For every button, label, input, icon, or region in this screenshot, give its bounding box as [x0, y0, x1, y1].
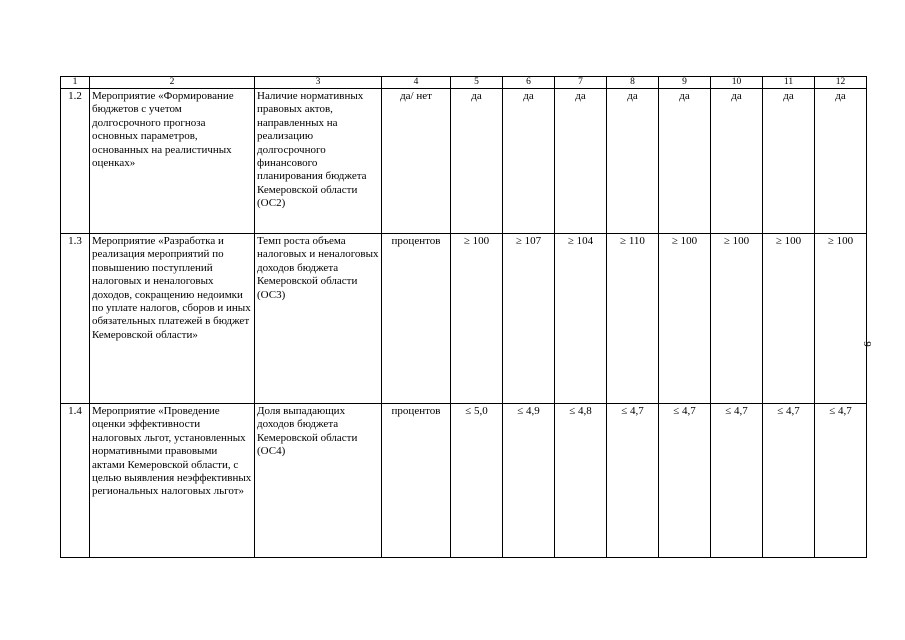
row-number: 1.2	[61, 89, 90, 234]
value-cell: ≤ 4,7	[607, 404, 659, 558]
unit-cell: процентов	[382, 404, 451, 558]
indicator-cell: Наличие нормативных правовых актов, направленных на реализацию долгосрочного финансового планирования бюджета Кемеровской области (ОС2)	[255, 89, 382, 234]
table-row	[61, 234, 867, 404]
indicator-cell: Темп роста объема налоговых и неналоговых доходов бюджета Кемеровской области (ОС3)	[255, 234, 382, 404]
value-cell: ≤ 4,7	[763, 404, 815, 558]
value-cell: ≤ 4,7	[711, 404, 763, 558]
value-cell: да	[451, 89, 503, 234]
unit-cell: да/ нет	[382, 89, 451, 234]
col-header-12: 12	[815, 77, 867, 89]
row-number: 1.3	[61, 234, 90, 404]
value-cell: ≥ 100	[659, 234, 711, 404]
col-header-8: 8	[607, 77, 659, 89]
page-number: 9	[860, 341, 873, 347]
col-header-2: 2	[90, 77, 255, 89]
value-cell: да	[503, 89, 555, 234]
column-number-row	[61, 77, 867, 89]
unit-cell: процентов	[382, 234, 451, 404]
measure-cell: Мероприятие «Формирование бюджетов с учетом долгосрочного прогноза основных параметров, основанных на реалистичных оценках»	[90, 89, 255, 234]
col-header-11: 11	[763, 77, 815, 89]
value-cell: ≥ 110	[607, 234, 659, 404]
col-header-7: 7	[555, 77, 607, 89]
col-header-9: 9	[659, 77, 711, 89]
value-cell: ≤ 4,7	[815, 404, 867, 558]
value-cell: да	[659, 89, 711, 234]
value-cell: ≤ 4,8	[555, 404, 607, 558]
value-cell: да	[815, 89, 867, 234]
indicator-cell: Доля выпадающих доходов бюджета Кемеровской области (ОС4)	[255, 404, 382, 558]
col-header-6: 6	[503, 77, 555, 89]
col-header-10: 10	[711, 77, 763, 89]
value-cell: ≥ 100	[815, 234, 867, 404]
value-cell: ≥ 100	[711, 234, 763, 404]
value-cell: ≤ 4,7	[659, 404, 711, 558]
col-header-1: 1	[61, 77, 90, 89]
value-cell: да	[607, 89, 659, 234]
value-cell: ≥ 100	[451, 234, 503, 404]
value-cell: ≥ 104	[555, 234, 607, 404]
row-number: 1.4	[61, 404, 90, 558]
indicators-table	[60, 76, 867, 558]
value-cell: ≤ 5,0	[451, 404, 503, 558]
value-cell: да	[555, 89, 607, 234]
value-cell: да	[711, 89, 763, 234]
col-header-5: 5	[451, 77, 503, 89]
value-cell: ≤ 4,9	[503, 404, 555, 558]
value-cell: ≥ 107	[503, 234, 555, 404]
table-row	[61, 89, 867, 234]
measure-cell: Мероприятие «Проведение оценки эффективности налоговых льгот, установленных нормативными правовыми актами Кемеровской области, с целью выявления неэффективных региональных налоговых льгот»	[90, 404, 255, 558]
measure-cell: Мероприятие «Разработка и реализация мероприятий по повышению поступлений налоговых и неналоговых доходов, сокращению недоимки по уплате налогов, сборов и иных обязательных платежей в бюджет Кемеровской области»	[90, 234, 255, 404]
value-cell: да	[763, 89, 815, 234]
col-header-3: 3	[255, 77, 382, 89]
value-cell: ≥ 100	[763, 234, 815, 404]
table-row	[61, 404, 867, 558]
col-header-4: 4	[382, 77, 451, 89]
